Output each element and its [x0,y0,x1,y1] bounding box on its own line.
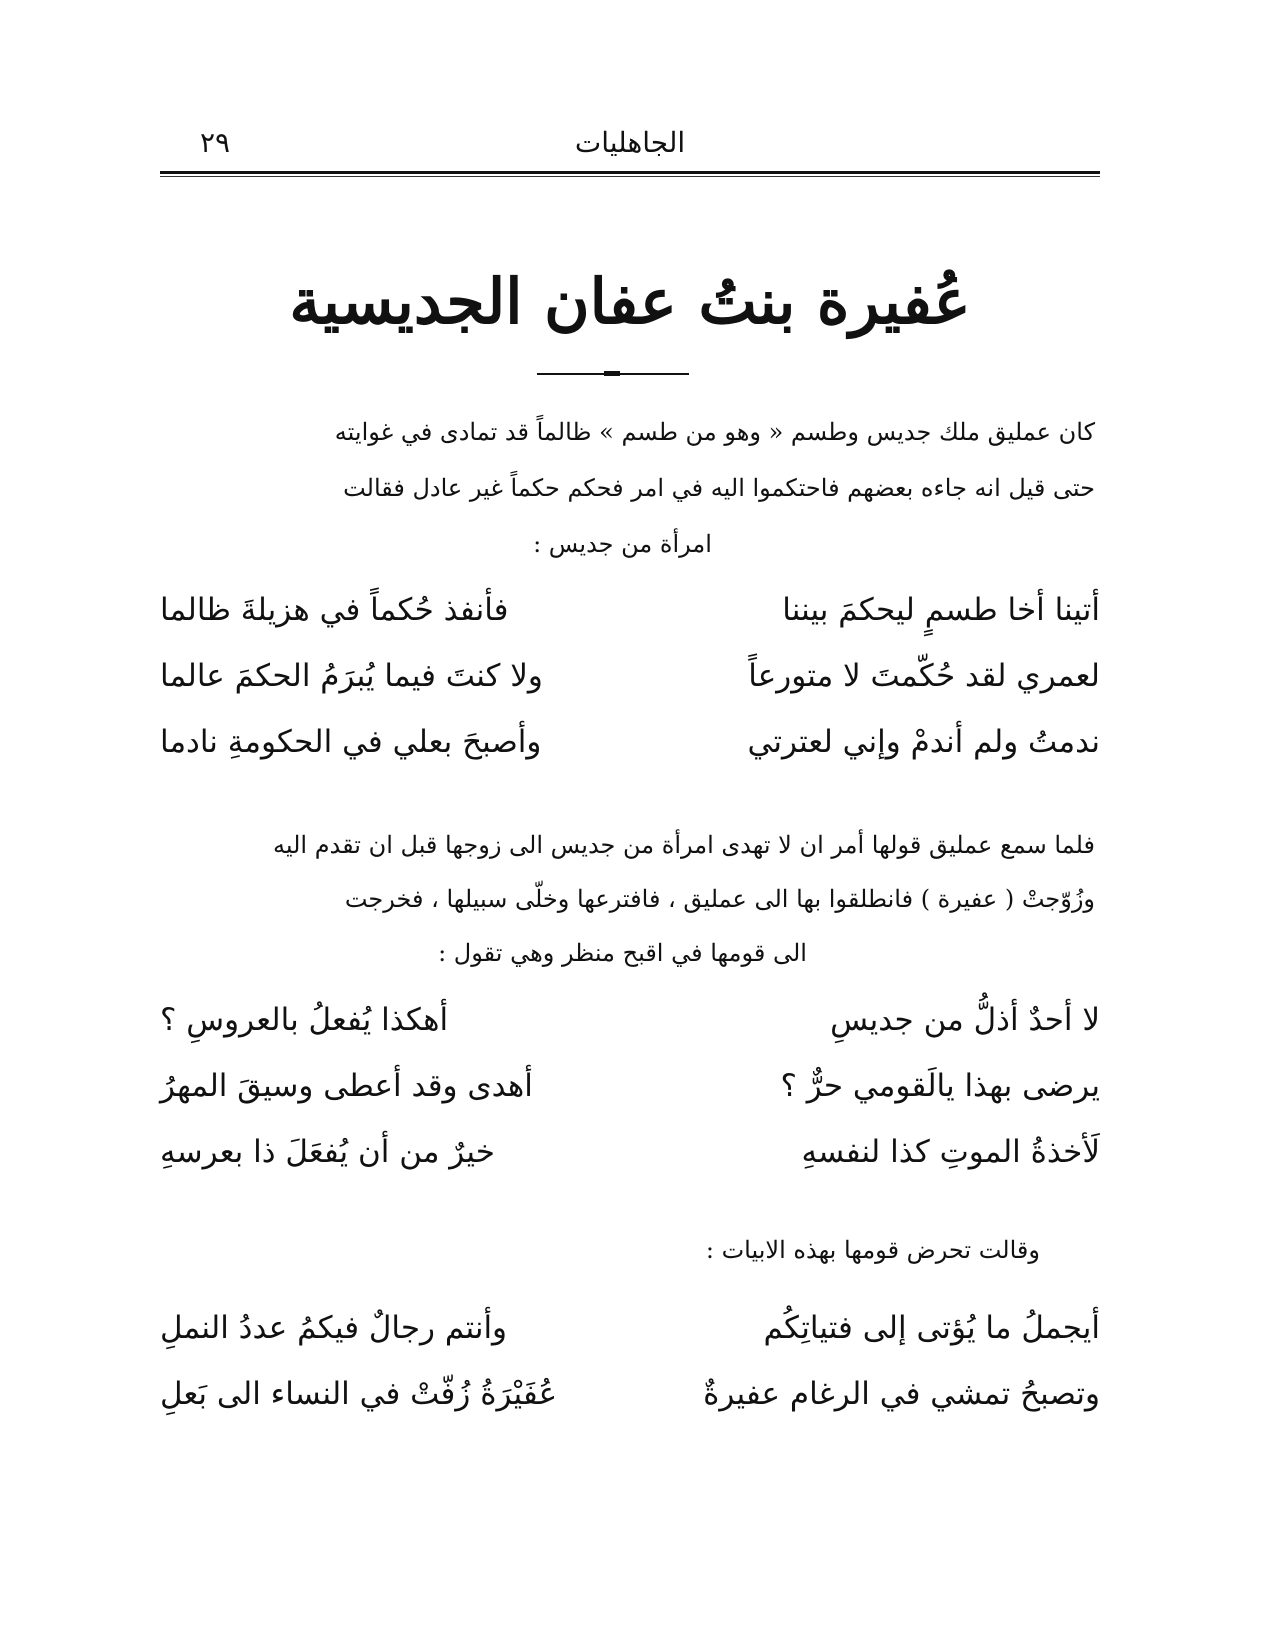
title-divider-mark [604,371,620,376]
verse-first-hemistich: لا أحدٌ أذلُّ من جديسِ [830,1002,1100,1038]
header-rule [160,171,1100,174]
verse-second-hemistich: وأصبحَ بعلي في الحكومةِ نادما [160,724,542,760]
header-title: الجاهليات [574,126,686,159]
verse-first-hemistich: أتينا أخا طسمٍ ليحكمَ بيننا [782,592,1100,628]
prose-line: امرأة من جديس : [533,530,712,558]
prose-paragraph-2 [150,818,1095,980]
prose-paragraph-1 [150,404,1095,572]
prose-line: كان عمليق ملك جديس وطسم « وهو من طسم » ظالماً قد تمادى في غوايته [334,418,1095,446]
verse-block-3 [160,1310,1100,1442]
verse-first-hemistich: ندمتُ ولم أندمْ وإني لعترتي [747,724,1100,760]
prose-line: وزُوّجتْ ( عفيرة ) فانطلقوا بها الى عمليق ، فافترعها وخلّى سبيلها ، فخرجت [344,885,1095,913]
verse-block-1 [160,592,1100,790]
header-rule-thin [160,176,1100,177]
verse-line [160,724,1100,790]
verse-line [160,592,1100,658]
prose-line: فلما سمع عمليق قولها أمر ان لا تهدى امرأة من جديس الى زوجها قبل ان تقدم اليه [272,831,1095,859]
verse-second-hemistich: ولا كنتَ فيما يُبرَمُ الحكمَ عالما [160,658,543,694]
verse-line [160,1376,1100,1442]
verse-second-hemistich: أهدى وقد أعطى وسيقَ المهرُ [160,1068,533,1104]
prose-line: الى قومها في اقبح منظر وهي تقول : [438,939,807,967]
verse-intro: وقالت تحرض قومها بهذه الابيات : [705,1236,1040,1264]
verse-second-hemistich: عُفَيْرَةُ زُفّتْ في النساء الى بَعلِ [160,1376,558,1412]
running-header [160,126,1100,166]
verse-line [160,1068,1100,1134]
verse-first-hemistich: لعمري لقد حُكّمتَ لا متورعاً [748,658,1100,694]
verse-second-hemistich: فأنفذ حُكماً في هزيلةَ ظالما [160,592,509,628]
page-number: ٢٩ [200,126,231,159]
verse-second-hemistich: خيرٌ من أن يُفعَلَ ذا بعرسهِ [160,1134,495,1170]
verse-line [160,1134,1100,1200]
verse-first-hemistich: لَأخذةُ الموتِ كذا لنفسهِ [801,1134,1100,1170]
verse-first-hemistich: أيجملُ ما يُؤتى إلى فتياتِكُم [763,1310,1100,1346]
verse-first-hemistich: وتصبحُ تمشي في الرغام عفيرةٌ [703,1376,1100,1412]
verse-second-hemistich: وأنتم رجالٌ فيكمُ عددُ النملِ [160,1310,508,1346]
verse-first-hemistich: يرضى بهذا يالَقومي حرٌّ ؟ [780,1068,1100,1104]
verse-line [160,658,1100,724]
verse-second-hemistich: أهكذا يُفعلُ بالعروسِ ؟ [160,1002,449,1038]
verse-block-2 [160,1002,1100,1200]
prose-line: حتى قيل انه جاءه بعضهم فاحتكموا اليه في امر فحكم حكماً غير عادل فقالت [343,474,1095,502]
verse-line [160,1310,1100,1376]
verse-line [160,1002,1100,1068]
poem-title: عُفيرة بنتُ عفان الجديسية [289,265,971,338]
